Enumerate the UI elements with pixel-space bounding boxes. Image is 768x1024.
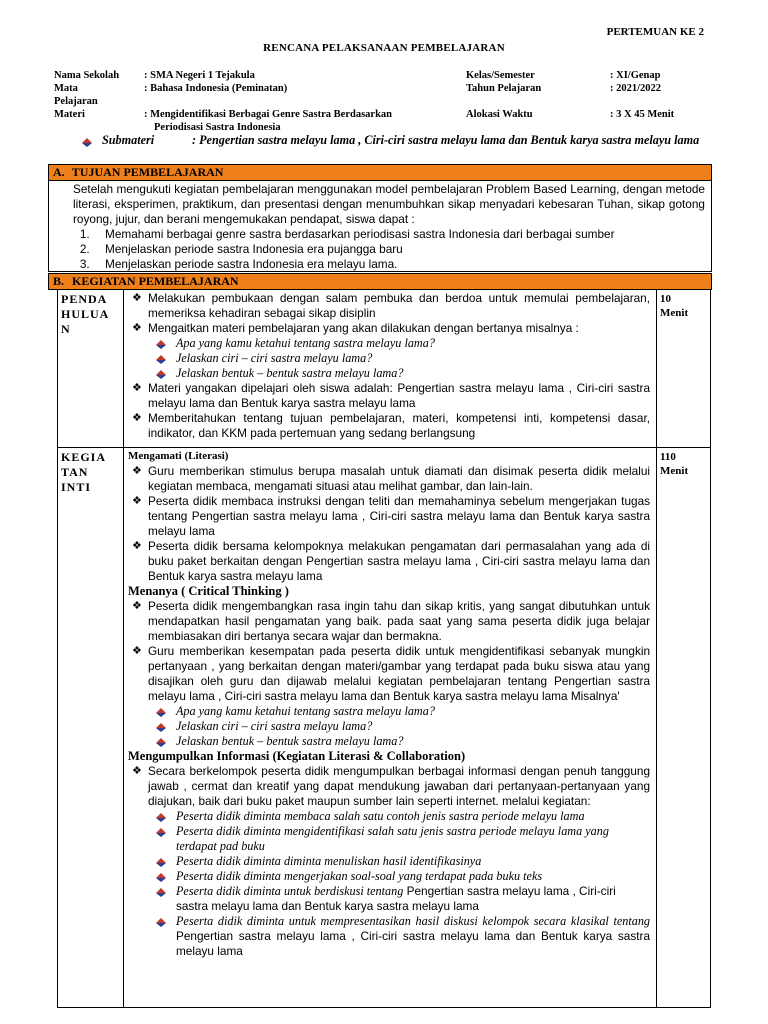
activity-bullet: ❖ Peserta didik mengembangkan rasa ingin tahu dan sikap kritis, yang sangat dibutuhkan untuk mendapatkan hasil pengamatan yang baik. pada saat yang sama peserta didik juga belajar membiasakan diri bertanya secara wajar dan bermakna. xyxy=(128,599,650,644)
identity-block xyxy=(54,69,714,147)
time-minutes: 10 xyxy=(660,293,672,305)
section-b-letter: B. xyxy=(53,274,65,288)
section-b-header xyxy=(48,273,712,290)
task-item xyxy=(128,884,650,914)
material-label: Materi xyxy=(54,109,85,120)
material-value-line1: : Mengidentifikasi Berbagai Genre Sastra Berdasarkan xyxy=(144,109,393,120)
activity-bullet: ❖ Guru memberikan stimulus berupa masalah untuk diamati dan disimak peserta didik melalui kegiatan membaca, mengamati situasi atau melihat gambar, dan lain-lain. xyxy=(128,464,650,494)
phase-pendahuluan xyxy=(58,290,124,448)
activity-bullet: ❖ Memberitahukan tentang tujuan pembelajaran, materi, kompetensi inti, kompetensi dasar, indikator, dan KKM pada pertemuan yang sedang berlangsung xyxy=(128,411,650,441)
task-item: Peserta didik diminta mengidentifikasi salah satu jenis sastra periode melayu lama yang terdapat pad buku xyxy=(128,824,650,854)
material-value xyxy=(144,108,466,134)
objective-item: 2. Menjelaskan periode sastra Indonesia era pujangga baru xyxy=(93,242,705,257)
task-item xyxy=(128,914,650,959)
task-normal-text: Pengertian sastra melayu lama , Ciri-ciri sastra melayu lama dan Bentuk karya sastra melayu lama xyxy=(175,929,651,958)
school-label: Nama Sekolah xyxy=(54,70,120,81)
section-a-letter: A. xyxy=(53,165,65,179)
activity-bullet: ❖ Melakukan pembukaan dengan salam pembuka dan berdoa untuk memulai pembelajaran, memeriksa kehadiran sebagai sikap disiplin xyxy=(128,291,650,321)
question-item: Jelaskan ciri – ciri sastra melayu lama? xyxy=(128,719,650,734)
table-row-inti xyxy=(58,448,711,1008)
learning-objectives xyxy=(48,180,712,272)
task-italic-text: Peserta didik diminta untuk mempresentasikan hasil diskusi kelompok secara klasikal tentang xyxy=(175,914,651,928)
phase-line: KEGIA xyxy=(61,450,107,464)
time-allocation-value: : 3 X 45 Menit xyxy=(610,109,675,120)
task-item: Peserta didik diminta membaca salah satu contoh jenis sastra periode melayu lama xyxy=(128,809,650,824)
section-a-title: TUJUAN PEMBELAJARAN xyxy=(71,165,224,179)
time-pendahuluan xyxy=(657,290,711,448)
class-value: : XI/Genap xyxy=(610,70,661,81)
year-label: Tahun Pelajaran xyxy=(466,83,542,94)
phase-line: TAN xyxy=(61,465,89,479)
subject-label-line1: Mata xyxy=(54,83,78,94)
task-italic-text: Peserta didik diminta untuk berdiskusi tentang xyxy=(175,884,404,898)
activity-bullet: ❖ Peserta didik bersama kelompoknya melakukan pengamatan dari permasalahan yang ada di buku paket berkaitan dengan Pengertian sastra melayu lama , Ciri-ciri sastra melayu lama dan Bentuk karya sastra melayu lama xyxy=(128,539,650,584)
class-label: Kelas/Semester xyxy=(466,70,535,81)
step-heading-question: Menanya ( Critical Thinking ) xyxy=(127,584,289,598)
time-unit: Menit xyxy=(660,307,689,319)
question-item: Apa yang kamu ketahui tentang sastra melayu lama? xyxy=(128,704,650,719)
question-item: Apa yang kamu ketahui tentang sastra melayu lama? xyxy=(128,336,650,351)
task-item: Peserta didik diminta diminta menuliskan hasil identifikasinya xyxy=(128,854,650,869)
phase-line: N xyxy=(61,322,71,336)
objective-item: 1. Memahami berbagai genre sastra berdasarkan periodisasi sastra Indonesia dari berbagai sumber xyxy=(93,227,705,242)
meeting-number: PERTEMUAN KE 2 xyxy=(606,26,704,38)
task-normal-text: Pengertian sastra melayu lama , Ciri-ciri sastra melayu lama dan Bentuk karya sastra melayu lama xyxy=(175,884,616,913)
phase-line: PENDA xyxy=(61,292,108,306)
question-item: Jelaskan bentuk – bentuk sastra melayu lama? xyxy=(128,366,650,381)
question-item: Jelaskan bentuk – bentuk sastra melayu lama? xyxy=(128,734,650,749)
time-allocation-label: Alokasi Waktu xyxy=(466,109,533,120)
time-unit: Menit xyxy=(660,465,689,477)
phase-line: INTI xyxy=(61,480,92,494)
content-pendahuluan xyxy=(123,290,656,448)
activity-bullet: ❖ Materi yangakan dipelajari oleh siswa adalah: Pengertian sastra melayu lama , Ciri-ciri sastra melayu lama dan Bentuk karya sastra melayu lama xyxy=(128,381,650,411)
subject-label-line2: Pelajaran xyxy=(54,96,98,107)
objective-item: 3. Menjelaskan periode sastra Indonesia era melayu lama. xyxy=(93,257,705,272)
phase-line: HULUA xyxy=(61,307,110,321)
year-value: : 2021/2022 xyxy=(610,83,662,94)
identity-row-school xyxy=(54,69,714,82)
task-item: Peserta didik diminta mengerjakan soal-soal yang terdapat pada buku teks xyxy=(128,869,650,884)
document-title: RENCANA PELAKSANAAN PEMBELAJARAN xyxy=(263,42,505,54)
activity-bullet: ❖ Mengaitkan materi pembelajaran yang akan dilakukan dengan bertanya misalnya : xyxy=(128,321,650,336)
subject-label xyxy=(54,82,144,108)
activity-bullet: ❖ Secara berkelompok peserta didik mengumpulkan berbagai informasi dengan penuh tanggung jawab , cermat dan kreatif yang dapat mendukung jawaban dari pertanyaan-pertanyaan yang diajukan, baik dari buku paket maupun sumber lain seperti internet. melalui kegiatan: xyxy=(128,764,650,809)
objectives-list xyxy=(93,227,705,272)
submaterial-label: Submateri xyxy=(102,133,155,147)
phase-inti xyxy=(58,448,124,1008)
time-inti xyxy=(657,448,711,1008)
school-value: : SMA Negeri 1 Tejakula xyxy=(144,70,255,81)
activities-table xyxy=(57,289,711,1008)
content-inti xyxy=(123,448,656,1008)
identity-row-submaterial xyxy=(54,134,714,147)
identity-row-material xyxy=(54,108,714,134)
submaterial-value: : Pengertian sastra melayu lama , Ciri-ciri sastra melayu lama dan Bentuk karya sastra melayu lama xyxy=(192,133,700,147)
objectives-intro: Setelah mengukuti kegiatan pembelajaran menggunakan model pembelajaran Problem Based Learning, dengan metode literasi, eksperimen, praktikum, dan presentasi dengan menumbuhkan sikap menyadari kebesaran Tuhan, sikap gotong royong, jujur, dan berani mengemukakan pendapat, siswa dapat : xyxy=(73,182,705,226)
section-b-title: KEGIATAN PEMBELAJARAN xyxy=(72,274,239,288)
step-heading-collect: Mengumpulkan Informasi (Kegiatan Literasi & Collaboration) xyxy=(127,749,466,763)
question-item: Jelaskan ciri – ciri sastra melayu lama? xyxy=(128,351,650,366)
step-heading-observe: Mengamati (Literasi) xyxy=(127,450,229,462)
material-value-line2: Periodisasi Sastra Indonesia xyxy=(154,122,281,133)
activity-bullet: ❖ Guru memberikan kesempatan pada peserta didik untuk mengidentifikasi sebanyak mungkin pertanyaan , yang berkaitan dengan materi/gambar yang terdapat pada buku siswa atau yang disajikan oleh guru dan dijawab melalui kegiatan pembelajaran tentang Pengertian sastra melayu lama , Ciri-ciri sastra melayu lama dan Bentuk karya sastra melayu lama Misalnya' xyxy=(128,644,650,704)
subject-value: : Bahasa Indonesia (Peminatan) xyxy=(144,83,288,94)
activity-bullet: ❖ Peserta didik membaca instruksi dengan teliti dan memahaminya sebelum mengerjakan tugas tentang Pengertian sastra melayu lama , Ciri-ciri sastra melayu lama dan Bentuk karya sastra melayu lama xyxy=(128,494,650,539)
identity-row-subject xyxy=(54,82,714,108)
time-minutes: 110 xyxy=(660,451,676,463)
section-a-header xyxy=(48,164,712,181)
table-row-pendahuluan xyxy=(58,290,711,448)
